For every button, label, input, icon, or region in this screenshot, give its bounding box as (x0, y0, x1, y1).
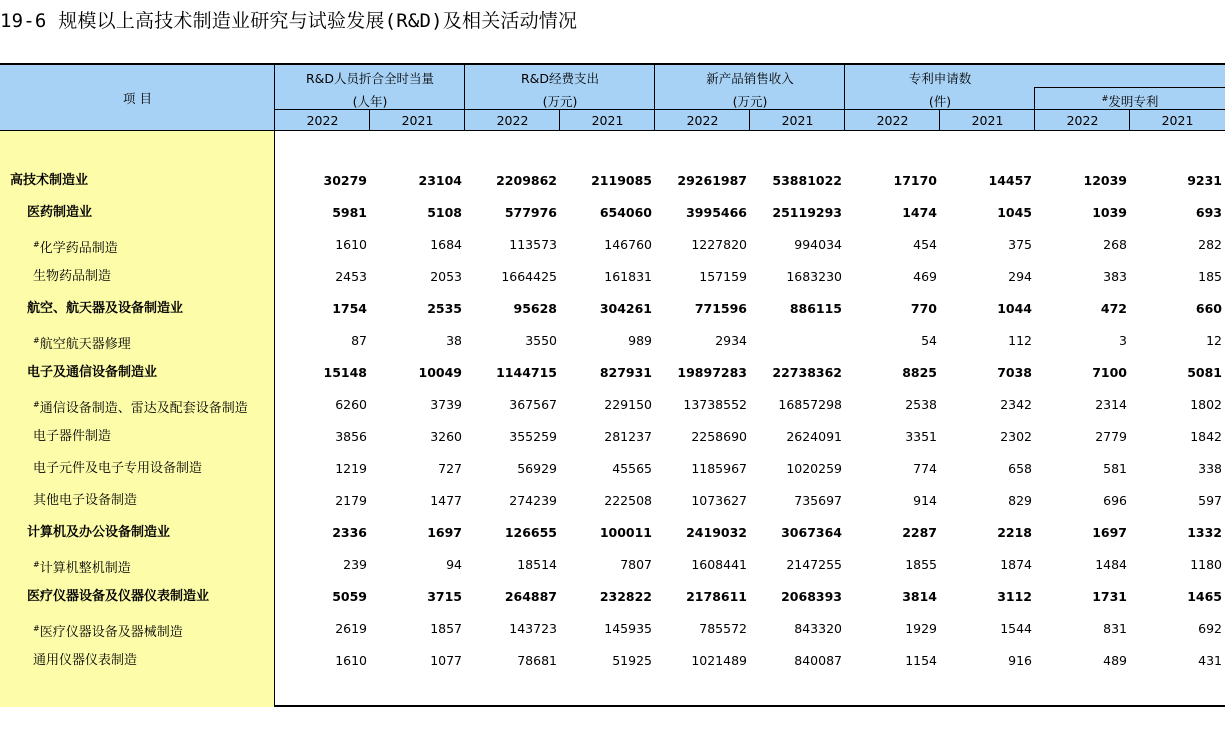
table-cell: 161831 (604, 269, 652, 284)
table-cell: 581 (1103, 461, 1127, 476)
group-header-patent-applications: 专利申请数 (908, 71, 972, 86)
table-cell: 1697 (1092, 525, 1127, 540)
table-cell: 355259 (509, 429, 557, 444)
group-unit-rd-expenditure: (万元) (542, 94, 578, 109)
table-cell: 1021489 (691, 653, 747, 668)
year-2022: 2022 (306, 113, 339, 128)
table-cell: 1608441 (691, 557, 747, 572)
table-cell: 3814 (902, 589, 937, 604)
row-label (33, 389, 248, 425)
table-cell: 771596 (694, 301, 747, 316)
table-cell: 17170 (893, 173, 937, 188)
table-cell: 2934 (715, 333, 747, 348)
row-label-text: 计算机整机制造 (39, 561, 131, 576)
column-divider (274, 65, 275, 131)
table-cell: 95628 (513, 301, 557, 316)
table-row (0, 197, 1225, 229)
table-cell: 3856 (335, 429, 367, 444)
row-label-text: 医疗仪器设备及器械制造 (39, 625, 183, 640)
row-label (33, 453, 202, 485)
table-cell: 2619 (335, 621, 367, 636)
table-cell: 126655 (504, 525, 557, 540)
table-row (0, 293, 1225, 325)
table-cell: 1227820 (691, 237, 747, 252)
table-row (0, 549, 1225, 581)
table-row (0, 357, 1225, 389)
table-cell: 886115 (789, 301, 842, 316)
table-cell: 2779 (1095, 429, 1127, 444)
table-cell: 1544 (1000, 621, 1032, 636)
column-divider (1034, 87, 1035, 131)
table-cell: 2535 (427, 301, 462, 316)
table-cell: 431 (1198, 653, 1222, 668)
row-label (27, 197, 92, 229)
table-cell: 5981 (332, 205, 367, 220)
table-cell: 157159 (699, 269, 747, 284)
table-cell: 367567 (509, 397, 557, 412)
table-cell: 282 (1198, 237, 1222, 252)
table-cell: 1144715 (496, 365, 557, 380)
row-label-text: 生物药品制造 (33, 269, 112, 284)
table-cell: 338 (1198, 461, 1222, 476)
row-label-text: 高技术制造业 (10, 173, 89, 188)
table-cell: 989 (628, 333, 652, 348)
row-label-text: 通用仪器仪表制造 (33, 653, 138, 668)
table-cell: 2178611 (686, 589, 747, 604)
table-cell: 1073627 (691, 493, 747, 508)
table-cell: 87 (351, 333, 367, 348)
table-cell: 1045 (997, 205, 1032, 220)
table-cell: 94 (446, 557, 462, 572)
table-cell: 2302 (1000, 429, 1032, 444)
table-cell: 827931 (599, 365, 652, 380)
table-row (0, 581, 1225, 613)
row-label (27, 293, 183, 325)
table-cell: 185 (1198, 269, 1222, 284)
column-divider (464, 65, 465, 131)
table-cell: 2314 (1095, 397, 1127, 412)
table-cell: 3067364 (781, 525, 842, 540)
table-cell: 1874 (1000, 557, 1032, 572)
row-mark: # (33, 400, 40, 409)
year-2021: 2021 (971, 113, 1004, 128)
group-header-rd-expenditure: R&D经费支出 (520, 71, 600, 86)
table-cell: 5081 (1187, 365, 1222, 380)
table-cell: 12039 (1083, 173, 1127, 188)
column-divider (654, 65, 655, 131)
row-label (33, 613, 183, 649)
table-cell: 268 (1103, 237, 1127, 252)
year-2022: 2022 (686, 113, 719, 128)
column-divider (559, 109, 560, 131)
table-cell: 831 (1103, 621, 1127, 636)
table-cell: 54 (921, 333, 937, 348)
row-mark: # (33, 240, 40, 249)
table-cell: 38 (446, 333, 462, 348)
table-cell: 143723 (509, 621, 557, 636)
table-cell: 3995466 (686, 205, 747, 220)
row-label (33, 485, 137, 517)
row-label (33, 645, 137, 677)
table-cell: 2419032 (686, 525, 747, 540)
table-cell: 914 (913, 493, 937, 508)
table-cell: 597 (1198, 493, 1222, 508)
table-cell: 489 (1103, 653, 1127, 668)
table-row (0, 165, 1225, 197)
table-cell: 1332 (1187, 525, 1222, 540)
table-cell: 1154 (905, 653, 937, 668)
table-cell: 1684 (430, 237, 462, 252)
table-cell: 2147255 (786, 557, 842, 572)
table-cell: 660 (1195, 301, 1222, 316)
table-cell: 1855 (905, 557, 937, 572)
header-divider (1035, 109, 1225, 110)
row-label (33, 261, 111, 293)
table-cell: 51925 (612, 653, 652, 668)
table-cell: 7100 (1092, 365, 1127, 380)
table-cell: 304261 (599, 301, 652, 316)
table-cell: 2453 (335, 269, 367, 284)
table-row (0, 229, 1225, 261)
row-label (27, 357, 157, 389)
table-cell: 281237 (604, 429, 652, 444)
table-cell: 29261987 (677, 173, 747, 188)
table-cell: 1474 (902, 205, 937, 220)
table-cell: 469 (913, 269, 937, 284)
table-cell: 2258690 (691, 429, 747, 444)
table-cell: 100011 (599, 525, 652, 540)
header-divider (275, 109, 1035, 110)
table-cell: 693 (1195, 205, 1222, 220)
table-cell: 1477 (430, 493, 462, 508)
table-cell: 1857 (430, 621, 462, 636)
table-cell: 3715 (427, 589, 462, 604)
table-cell: 658 (1008, 461, 1032, 476)
statistics-table (0, 63, 1225, 707)
table-row (0, 389, 1225, 421)
table-cell: 1610 (335, 237, 367, 252)
table-cell: 239 (343, 557, 367, 572)
table-cell: 2336 (332, 525, 367, 540)
table-cell: 829 (1008, 493, 1032, 508)
table-cell: 2342 (1000, 397, 1032, 412)
table-cell: 274239 (509, 493, 557, 508)
table-cell: 454 (913, 237, 937, 252)
item-header: 项 目 (123, 91, 152, 106)
header-divider (1035, 87, 1225, 88)
table-cell: 145935 (604, 621, 652, 636)
row-label-text: 航空航天器修理 (39, 337, 131, 352)
table-cell: 53881022 (772, 173, 842, 188)
column-divider (939, 109, 940, 131)
table-cell: 264887 (504, 589, 557, 604)
table-cell: 10049 (418, 365, 462, 380)
year-2021: 2021 (1161, 113, 1194, 128)
table-cell: 1683230 (786, 269, 842, 284)
table-cell: 2218 (997, 525, 1032, 540)
group-unit-rd-personnel: (人年) (352, 94, 388, 109)
table-cell: 1802 (1190, 397, 1222, 412)
table-cell: 1039 (1092, 205, 1127, 220)
table-cell: 7807 (620, 557, 652, 572)
table-cell: 472 (1100, 301, 1127, 316)
row-label-text: 电子及通信设备制造业 (27, 365, 158, 380)
year-2022: 2022 (876, 113, 909, 128)
table-row (0, 645, 1225, 677)
row-label-text: 电子器件制造 (33, 429, 112, 444)
table-cell: 1842 (1190, 429, 1222, 444)
table-cell: 3 (1119, 333, 1127, 348)
row-label-text: 其他电子设备制造 (33, 493, 138, 508)
row-mark: # (33, 560, 40, 569)
table-cell: 15148 (323, 365, 367, 380)
table-cell: 1185967 (691, 461, 747, 476)
table-cell: 1020259 (786, 461, 842, 476)
row-label-text: 航空、航天器及设备制造业 (27, 301, 184, 316)
table-cell: 19897283 (677, 365, 747, 380)
invention-label: 发明专利 (1108, 94, 1159, 109)
table-cell: 1929 (905, 621, 937, 636)
table-cell: 2624091 (786, 429, 842, 444)
table-cell: 3739 (430, 397, 462, 412)
table-cell: 9231 (1187, 173, 1222, 188)
table-cell: 383 (1103, 269, 1127, 284)
row-label (27, 517, 170, 549)
row-label (10, 165, 88, 197)
table-cell: 774 (913, 461, 937, 476)
table-cell: 18514 (517, 557, 557, 572)
row-label-text: 电子元件及电子专用设备制造 (33, 461, 203, 476)
table-cell: 294 (1008, 269, 1032, 284)
table-cell: 2179 (335, 493, 367, 508)
table-cell: 2209862 (496, 173, 557, 188)
table-cell: 146760 (604, 237, 652, 252)
row-mark: # (33, 336, 40, 345)
row-label (33, 421, 111, 453)
year-2022: 2022 (1066, 113, 1099, 128)
table-cell: 232822 (599, 589, 652, 604)
row-label (27, 581, 209, 613)
column-divider (749, 109, 750, 131)
table-cell: 12 (1206, 333, 1222, 348)
year-2021: 2021 (591, 113, 624, 128)
table-cell: 113573 (509, 237, 557, 252)
group-header-new-product-sales: 新产品销售收入 (706, 71, 794, 86)
row-label-text: 通信设备制造、雷达及配套设备制造 (39, 401, 248, 416)
table-header (0, 65, 1225, 131)
row-label-text: 计算机及办公设备制造业 (27, 525, 171, 540)
table-cell: 654060 (599, 205, 652, 220)
table-cell: 3351 (905, 429, 937, 444)
table-cell: 994034 (794, 237, 842, 252)
row-label (33, 549, 131, 585)
table-row (0, 613, 1225, 645)
table-cell: 22738362 (772, 365, 842, 380)
table-cell: 840087 (794, 653, 842, 668)
table-cell: 3260 (430, 429, 462, 444)
table-cell: 692 (1198, 621, 1222, 636)
table-row (0, 325, 1225, 357)
table-cell: 2053 (430, 269, 462, 284)
table-cell: 45565 (612, 461, 652, 476)
column-divider (1129, 109, 1130, 131)
table-row (0, 261, 1225, 293)
table-cell: 727 (438, 461, 462, 476)
table-cell: 1484 (1095, 557, 1127, 572)
row-label (33, 229, 118, 265)
column-divider (369, 109, 370, 131)
table-cell: 2287 (902, 525, 937, 540)
row-label-text: 医疗仪器设备及仪器仪表制造业 (27, 589, 210, 604)
table-cell: 696 (1103, 493, 1127, 508)
table-cell: 25119293 (772, 205, 842, 220)
table-cell: 13738552 (683, 397, 747, 412)
table-cell: 16857298 (778, 397, 842, 412)
table-cell: 112 (1008, 333, 1032, 348)
table-cell: 1610 (335, 653, 367, 668)
table-cell: 1731 (1092, 589, 1127, 604)
row-mark: # (33, 624, 40, 633)
table-cell: 78681 (517, 653, 557, 668)
table-cell: 1219 (335, 461, 367, 476)
table-cell: 1465 (1187, 589, 1222, 604)
table-cell: 14457 (988, 173, 1032, 188)
table-cell: 3112 (997, 589, 1032, 604)
table-cell: 843320 (794, 621, 842, 636)
table-cell: 375 (1008, 237, 1032, 252)
table-cell: 1077 (430, 653, 462, 668)
table-cell: 577976 (504, 205, 557, 220)
table-cell: 6260 (335, 397, 367, 412)
table-row (0, 485, 1225, 517)
table-cell: 1180 (1190, 557, 1222, 572)
column-divider (844, 65, 845, 131)
table-cell: 2119085 (591, 173, 652, 188)
table-cell: 1044 (997, 301, 1032, 316)
row-label-text: 医药制造业 (27, 205, 93, 220)
table-cell: 1754 (332, 301, 367, 316)
table-cell: 5108 (427, 205, 462, 220)
year-2022: 2022 (496, 113, 529, 128)
table-cell: 229150 (604, 397, 652, 412)
table-cell: 735697 (794, 493, 842, 508)
table-cell: 56929 (517, 461, 557, 476)
page-title: 19-6 规模以上高技术制造业研究与试验发展(R&D)及相关活动情况 (0, 10, 578, 32)
table-row (0, 517, 1225, 549)
table-cell: 3550 (525, 333, 557, 348)
row-label-text: 化学药品制造 (39, 241, 118, 256)
table-cell: 2538 (905, 397, 937, 412)
year-2021: 2021 (781, 113, 814, 128)
group-header-rd-personnel: R&D人员折合全时当量 (305, 71, 435, 86)
table-cell: 5059 (332, 589, 367, 604)
table-cell: 1697 (427, 525, 462, 540)
table-cell: 7038 (997, 365, 1032, 380)
table-cell: 222508 (604, 493, 652, 508)
subgroup-header-invention-patents (1035, 92, 1225, 110)
group-unit-patent-applications: (件) (928, 94, 952, 109)
table-cell: 785572 (699, 621, 747, 636)
table-cell: 8825 (902, 365, 937, 380)
table-cell: 30279 (323, 173, 367, 188)
group-unit-new-product-sales: (万元) (732, 94, 768, 109)
table-cell: 1664425 (501, 269, 557, 284)
table-cell: 916 (1008, 653, 1032, 668)
table-cell: 23104 (418, 173, 462, 188)
table-cell: 2068393 (781, 589, 842, 604)
year-2021: 2021 (401, 113, 434, 128)
table-row (0, 453, 1225, 485)
table-cell: 770 (910, 301, 937, 316)
table-row (0, 421, 1225, 453)
invention-mark: # (1101, 94, 1109, 103)
row-label (33, 325, 131, 361)
